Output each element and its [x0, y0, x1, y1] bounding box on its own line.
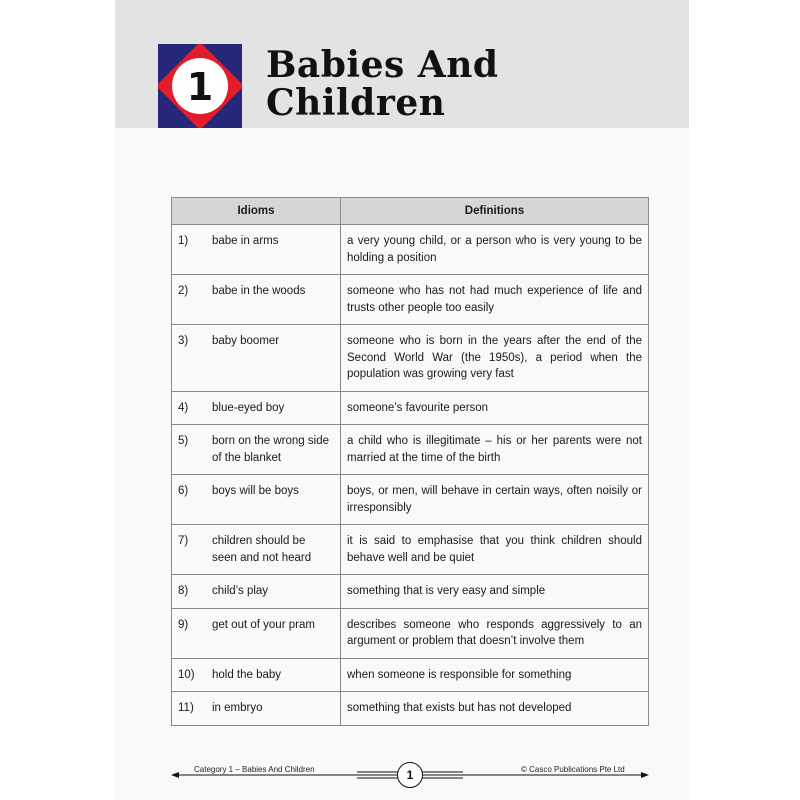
- idiom-cell: [172, 475, 341, 525]
- row-number: 9): [178, 618, 189, 631]
- row-number: 5): [178, 435, 189, 447]
- idiom-text: boys will be boys: [212, 485, 299, 497]
- idiom-cell: [172, 391, 341, 425]
- chapter-badge: [158, 44, 242, 128]
- definition-cell: someone’s favourite person: [341, 391, 649, 425]
- definition-cell: something that is very easy and simple: [341, 575, 649, 609]
- table-header-row: [172, 198, 649, 225]
- table-row: [172, 475, 649, 525]
- table-row: [172, 425, 649, 475]
- idiom-cell: [172, 525, 341, 575]
- table-row: [172, 525, 649, 575]
- definition-cell: when someone is responsible for something: [341, 658, 649, 692]
- idiom-cell: [172, 325, 341, 392]
- idiom-cell: [172, 658, 341, 692]
- definition-cell: describes someone who responds aggressively to an argument or problem that doesn’t involve them: [341, 608, 649, 658]
- idiom-text: blue-eyed boy: [212, 401, 285, 414]
- idioms-column-header: Idioms: [172, 198, 341, 225]
- table-row: [172, 325, 649, 392]
- idiom-text: hold the baby: [212, 668, 282, 681]
- table-row: [172, 692, 649, 726]
- table-row: [172, 275, 649, 325]
- row-number: 10): [178, 668, 195, 681]
- idiom-text: in embryo: [212, 702, 263, 714]
- idiom-cell: [172, 425, 341, 475]
- chapter-number: 1: [186, 65, 214, 109]
- idiom-cell: [172, 225, 341, 275]
- definition-cell: a very young child, or a person who is very young to be holding a position: [341, 225, 649, 275]
- row-number: 11): [178, 702, 194, 714]
- idiom-text: baby boomer: [212, 335, 280, 347]
- idiom-text: babe in the woods: [212, 285, 306, 297]
- row-number: 8): [178, 585, 189, 597]
- idiom-text: get out of your pram: [212, 618, 315, 631]
- row-number: 6): [178, 485, 189, 497]
- table-row: [172, 608, 649, 658]
- definition-cell: something that exists but has not developed: [341, 692, 649, 726]
- definition-cell: it is said to emphasise that you think children should behave well and be quiet: [341, 525, 649, 575]
- chapter-title-line-2: Children: [266, 82, 446, 124]
- row-number: 1): [178, 235, 189, 247]
- row-number: 4): [178, 401, 189, 414]
- idiom-cell: [172, 575, 341, 609]
- footer-category: Category 1 – Babies And Children: [194, 765, 315, 774]
- idiom-cell: [172, 692, 341, 726]
- row-number: 2): [178, 285, 189, 297]
- table-row: [172, 658, 649, 692]
- table-row: [172, 225, 649, 275]
- row-number: 3): [178, 335, 189, 347]
- chapter-title: [266, 46, 499, 122]
- definition-cell: boys, or men, will behave in certain ways, often noisily or irresponsibly: [341, 475, 649, 525]
- table-row: [172, 575, 649, 609]
- footer-page-number: 1: [397, 762, 423, 788]
- idiom-text: babe in arms: [212, 235, 279, 247]
- definition-cell: someone who is born in the years after the end of the Second World War (the 1950s), a period when the population was growing very fast: [341, 325, 649, 392]
- row-number: 7): [178, 535, 189, 547]
- definitions-column-header: Definitions: [341, 198, 649, 225]
- idiom-cell: [172, 608, 341, 658]
- idiom-text: children should be seen and not heard: [212, 535, 312, 564]
- idioms-table: [171, 197, 649, 726]
- idiom-text: child’s play: [212, 585, 269, 597]
- idiom-cell: [172, 275, 341, 325]
- table-row: [172, 391, 649, 425]
- footer-publisher: © Casco Publications Pte Ltd: [521, 765, 625, 774]
- chapter-title-line-1: Babies And: [266, 44, 499, 86]
- definition-cell: someone who has not had much experience of life and trusts other people too easily: [341, 275, 649, 325]
- idiom-text: born on the wrong side of the blanket: [212, 435, 329, 464]
- definition-cell: a child who is illegitimate – his or her parents were not married at the time of the birth: [341, 425, 649, 475]
